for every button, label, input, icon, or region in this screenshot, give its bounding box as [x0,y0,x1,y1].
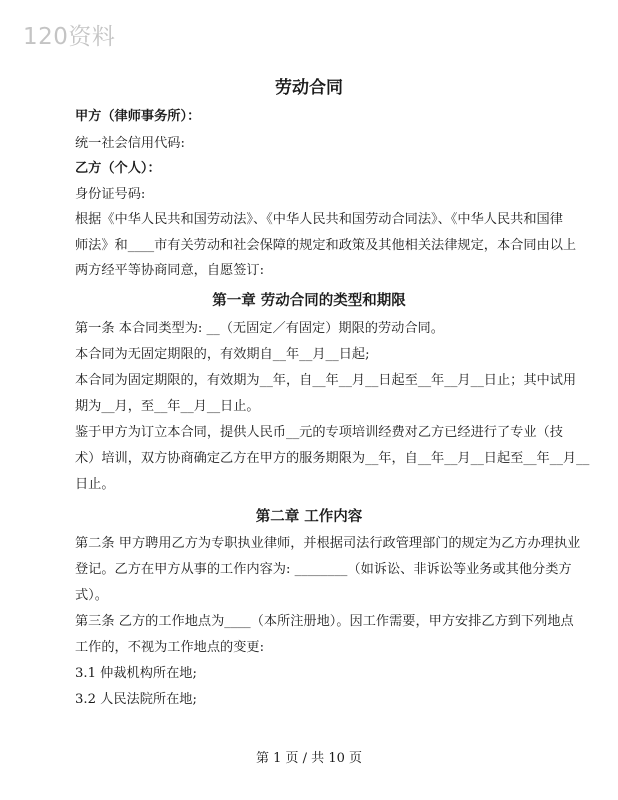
chapter-1-line: 第一条 本合同类型为: __（无固定／有固定）期限的劳动合同。 [75,321,444,336]
chapter-1-line: 日止。 [75,477,115,492]
chapter-1-line: 本合同为固定期限的，有效期为__年，自__年__月__日起至__年__月__日止；其中试用 [75,373,577,388]
chapter-2-title: 第二章 工作内容 [255,508,363,525]
page-number-footer: 第 1 页 / 共 10 页 [256,751,362,766]
chapter-2-line: 登记。乙方在甲方从事的工作内容为: ________（如诉讼、非诉讼等业务或其他分类方 [75,562,572,577]
intro-line: 师法》和____市有关劳动和社会保障的规定和政策及其他相关法律规定，本合同由以上 [75,238,577,253]
chapter-1-line: 术）培训，双方协商确定乙方在甲方的服务期限为__年，自__年__月__日起至__年__月__ [75,451,590,466]
chapter-2-line: 第三条 乙方的工作地点为____（本所注册地）。因工作需要，甲方安排乙方到下列地点 [75,614,574,629]
party-a-label: 甲方（律师事务所）： [75,109,201,124]
document-title: 劳动合同 [275,78,343,98]
party-b-label: 乙方（个人）： [75,161,161,176]
chapter-2-line: 第二条 甲方聘用乙方为专职执业律师，并根据司法行政管理部门的规定为乙方办理执业 [75,536,581,551]
id-number-label: 身份证号码: [75,187,146,202]
watermark: 120资料 [23,24,116,50]
chapter-1-line: 本合同为无固定期限的，有效期自__年__月__日起; [75,347,370,362]
chapter-1-line: 鉴于甲方为订立本合同，提供人民币__元的专项培训经费对乙方已经进行了专业（技 [75,425,563,440]
chapter-2-line: 工作的，不视为工作地点的变更: [75,640,265,655]
chapter-1-line: 期为__月，至__年__月__日止。 [75,399,260,414]
chapter-1-title: 第一章 劳动合同的类型和期限 [212,292,406,309]
chapter-2-line: 3.1 仲裁机构所在地; [75,666,197,681]
chapter-2-line: 3.2 人民法院所在地; [75,692,197,707]
chapter-2-line: 式）。 [75,588,108,603]
intro-line: 根据《中华人民共和国劳动法》、《中华人民共和国劳动合同法》、《中华人民共和国律 [75,212,563,227]
credit-code-label: 统一社会信用代码: [75,136,185,151]
intro-line: 两方经平等协商同意，自愿签订: [75,263,265,278]
